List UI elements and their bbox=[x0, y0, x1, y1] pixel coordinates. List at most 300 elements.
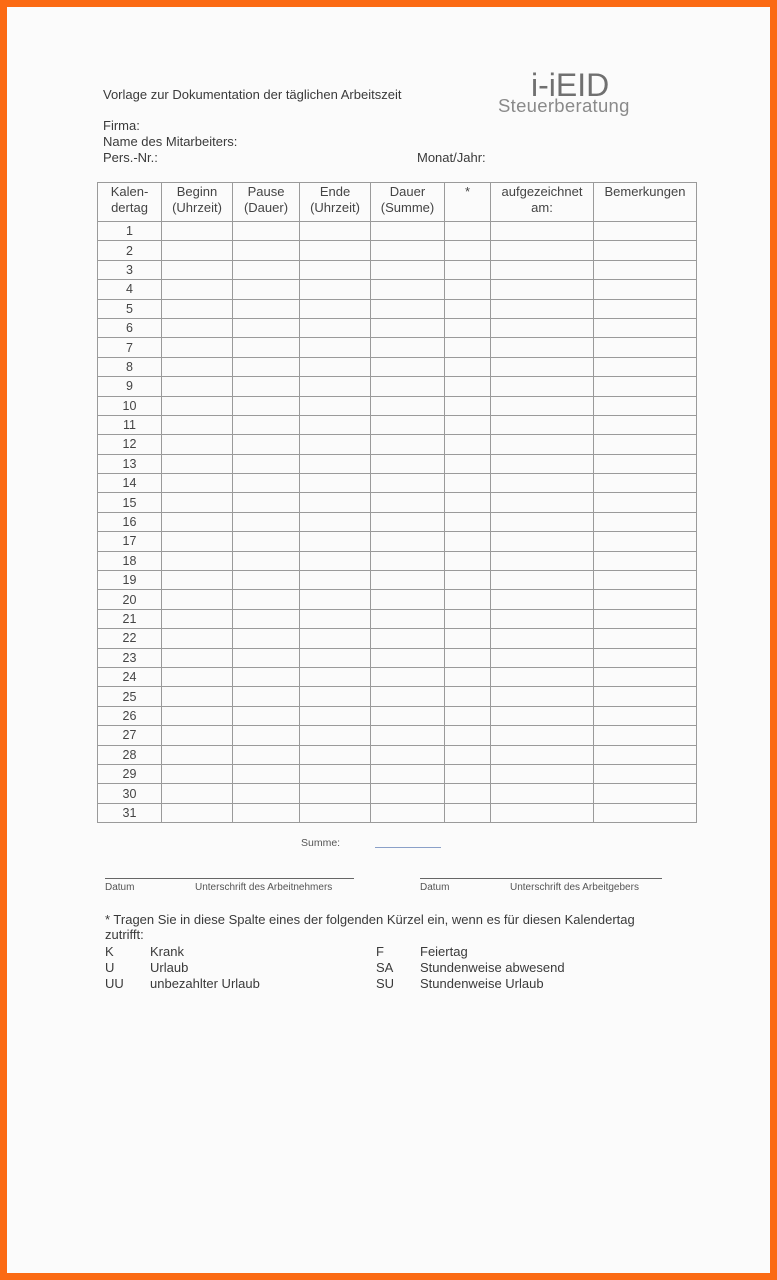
table-row bbox=[98, 318, 697, 337]
entry-cell[interactable] bbox=[371, 551, 445, 570]
document-title: Vorlage zur Dokumentation der täglichen Arbeitszeit bbox=[103, 87, 402, 102]
legend-code: UU bbox=[105, 976, 124, 991]
entry-cell[interactable] bbox=[594, 784, 697, 803]
column-header-line1: Dauer bbox=[389, 184, 426, 199]
entry-cell[interactable] bbox=[445, 260, 491, 279]
entry-cell[interactable] bbox=[371, 687, 445, 706]
column-header-line1: Pause bbox=[247, 184, 285, 199]
day-number-cell: 27 bbox=[98, 726, 162, 745]
entry-cell[interactable] bbox=[233, 532, 300, 551]
entry-cell[interactable] bbox=[491, 512, 594, 531]
signature-line-employer bbox=[420, 878, 662, 879]
entry-cell[interactable] bbox=[491, 280, 594, 299]
entry-cell[interactable] bbox=[594, 687, 697, 706]
entry-cell[interactable] bbox=[300, 706, 371, 725]
entry-cell[interactable] bbox=[445, 551, 491, 570]
entry-cell[interactable] bbox=[491, 571, 594, 590]
entry-cell[interactable] bbox=[445, 338, 491, 357]
table-row bbox=[98, 667, 697, 686]
entry-cell[interactable] bbox=[233, 357, 300, 376]
signature-line-employee bbox=[105, 878, 354, 879]
entry-cell[interactable] bbox=[233, 318, 300, 337]
entry-cell[interactable] bbox=[371, 415, 445, 434]
signature-label-employee: Unterschrift des Arbeitnehmers bbox=[195, 882, 333, 893]
entry-cell[interactable] bbox=[491, 493, 594, 512]
entry-cell[interactable] bbox=[445, 454, 491, 473]
entry-cell[interactable] bbox=[233, 512, 300, 531]
entry-cell[interactable] bbox=[300, 551, 371, 570]
column-header-line1: * bbox=[464, 184, 471, 199]
entry-cell[interactable] bbox=[491, 590, 594, 609]
entry-cell[interactable] bbox=[300, 280, 371, 299]
column-header-4 bbox=[371, 183, 445, 222]
entry-cell[interactable] bbox=[445, 648, 491, 667]
entry-cell[interactable] bbox=[162, 590, 233, 609]
column-header-1 bbox=[162, 183, 233, 222]
day-number-cell: 24 bbox=[98, 667, 162, 686]
entry-cell[interactable] bbox=[233, 803, 300, 822]
legend-label: Stundenweise abwesend bbox=[420, 960, 565, 975]
entry-cell[interactable] bbox=[594, 396, 697, 415]
entry-cell[interactable] bbox=[300, 493, 371, 512]
entry-cell[interactable] bbox=[445, 318, 491, 337]
entry-cell[interactable] bbox=[491, 299, 594, 318]
entry-cell[interactable] bbox=[162, 571, 233, 590]
day-number-cell: 15 bbox=[98, 493, 162, 512]
entry-cell[interactable] bbox=[233, 648, 300, 667]
entry-cell[interactable] bbox=[445, 435, 491, 454]
entry-cell[interactable] bbox=[300, 784, 371, 803]
entry-cell[interactable] bbox=[162, 648, 233, 667]
document-page bbox=[7, 7, 770, 1273]
entry-cell[interactable] bbox=[491, 357, 594, 376]
entry-cell[interactable] bbox=[162, 706, 233, 725]
table-row bbox=[98, 648, 697, 667]
column-header-7 bbox=[594, 183, 697, 222]
entry-cell[interactable] bbox=[445, 629, 491, 648]
entry-cell[interactable] bbox=[491, 338, 594, 357]
entry-cell[interactable] bbox=[300, 726, 371, 745]
entry-cell[interactable] bbox=[233, 745, 300, 764]
entry-cell[interactable] bbox=[445, 609, 491, 628]
entry-cell[interactable] bbox=[371, 280, 445, 299]
entry-cell[interactable] bbox=[162, 474, 233, 493]
entry-cell[interactable] bbox=[233, 415, 300, 434]
day-number-cell: 9 bbox=[98, 377, 162, 396]
entry-cell[interactable] bbox=[233, 241, 300, 260]
entry-cell[interactable] bbox=[233, 222, 300, 241]
entry-cell[interactable] bbox=[371, 745, 445, 764]
entry-cell[interactable] bbox=[233, 280, 300, 299]
table-row bbox=[98, 609, 697, 628]
entry-cell[interactable] bbox=[594, 241, 697, 260]
signature-date-employee: Datum bbox=[105, 882, 135, 893]
entry-cell[interactable] bbox=[445, 745, 491, 764]
entry-cell[interactable] bbox=[445, 396, 491, 415]
entry-cell[interactable] bbox=[300, 764, 371, 783]
entry-cell[interactable] bbox=[162, 629, 233, 648]
entry-cell[interactable] bbox=[300, 318, 371, 337]
entry-cell[interactable] bbox=[594, 357, 697, 376]
entry-cell[interactable] bbox=[594, 415, 697, 434]
entry-cell[interactable] bbox=[371, 764, 445, 783]
entry-cell[interactable] bbox=[371, 396, 445, 415]
entry-cell[interactable] bbox=[162, 357, 233, 376]
entry-cell[interactable] bbox=[162, 745, 233, 764]
footnote-line-1: * Tragen Sie in diese Spalte eines der folgenden Kürzel ein, wenn es für diesen Kalendertag bbox=[105, 912, 635, 927]
entry-cell[interactable] bbox=[233, 260, 300, 279]
entry-cell[interactable] bbox=[300, 667, 371, 686]
entry-cell[interactable] bbox=[162, 493, 233, 512]
entry-cell[interactable] bbox=[300, 299, 371, 318]
entry-cell[interactable] bbox=[445, 803, 491, 822]
entry-cell[interactable] bbox=[491, 435, 594, 454]
entry-cell[interactable] bbox=[371, 629, 445, 648]
entry-cell[interactable] bbox=[445, 280, 491, 299]
entry-cell[interactable] bbox=[162, 726, 233, 745]
entry-cell[interactable] bbox=[491, 803, 594, 822]
entry-cell[interactable] bbox=[445, 532, 491, 551]
entry-cell[interactable] bbox=[162, 377, 233, 396]
summe-line bbox=[375, 847, 441, 848]
day-number-cell: 8 bbox=[98, 357, 162, 376]
entry-cell[interactable] bbox=[300, 415, 371, 434]
entry-cell[interactable] bbox=[594, 222, 697, 241]
entry-cell[interactable] bbox=[300, 222, 371, 241]
entry-cell[interactable] bbox=[445, 726, 491, 745]
entry-cell[interactable] bbox=[491, 454, 594, 473]
entry-cell[interactable] bbox=[300, 648, 371, 667]
entry-cell[interactable] bbox=[162, 318, 233, 337]
entry-cell[interactable] bbox=[371, 222, 445, 241]
day-number-cell: 25 bbox=[98, 687, 162, 706]
table-row bbox=[98, 454, 697, 473]
entry-cell[interactable] bbox=[371, 532, 445, 551]
entry-cell[interactable] bbox=[371, 299, 445, 318]
table-row bbox=[98, 415, 697, 434]
entry-cell[interactable] bbox=[300, 532, 371, 551]
table-row bbox=[98, 377, 697, 396]
entry-cell[interactable] bbox=[491, 377, 594, 396]
entry-cell[interactable] bbox=[162, 435, 233, 454]
entry-cell[interactable] bbox=[162, 532, 233, 551]
table-row bbox=[98, 629, 697, 648]
legend-code: F bbox=[376, 944, 384, 959]
entry-cell[interactable] bbox=[300, 687, 371, 706]
entry-cell[interactable] bbox=[233, 396, 300, 415]
entry-cell[interactable] bbox=[491, 609, 594, 628]
day-number-cell: 23 bbox=[98, 648, 162, 667]
entry-cell[interactable] bbox=[233, 590, 300, 609]
entry-cell[interactable] bbox=[162, 512, 233, 531]
entry-cell[interactable] bbox=[162, 338, 233, 357]
signature-label-employer: Unterschrift des Arbeitgebers bbox=[510, 882, 639, 893]
entry-cell[interactable] bbox=[594, 648, 697, 667]
entry-cell[interactable] bbox=[371, 338, 445, 357]
entry-cell[interactable] bbox=[371, 357, 445, 376]
entry-cell[interactable] bbox=[491, 726, 594, 745]
day-number-cell: 1 bbox=[98, 222, 162, 241]
column-header-line2: am: bbox=[531, 200, 553, 215]
entry-cell[interactable] bbox=[445, 299, 491, 318]
entry-cell[interactable] bbox=[371, 803, 445, 822]
entry-cell[interactable] bbox=[233, 474, 300, 493]
entry-cell[interactable] bbox=[162, 241, 233, 260]
entry-cell[interactable] bbox=[233, 784, 300, 803]
field-monat-jahr: Monat/Jahr: bbox=[417, 150, 486, 165]
entry-cell[interactable] bbox=[300, 241, 371, 260]
entry-cell[interactable] bbox=[445, 667, 491, 686]
entry-cell[interactable] bbox=[371, 590, 445, 609]
entry-cell[interactable] bbox=[371, 512, 445, 531]
entry-cell[interactable] bbox=[491, 629, 594, 648]
entry-cell[interactable] bbox=[594, 609, 697, 628]
entry-cell[interactable] bbox=[233, 377, 300, 396]
table-row bbox=[98, 532, 697, 551]
column-header-line1: Bemerkungen bbox=[604, 184, 686, 199]
entry-cell[interactable] bbox=[162, 784, 233, 803]
entry-cell[interactable] bbox=[445, 512, 491, 531]
entry-cell[interactable] bbox=[594, 260, 697, 279]
entry-cell[interactable] bbox=[162, 609, 233, 628]
column-header-line2: (Uhrzeit) bbox=[172, 200, 222, 215]
day-number-cell: 2 bbox=[98, 241, 162, 260]
entry-cell[interactable] bbox=[491, 222, 594, 241]
day-number-cell: 7 bbox=[98, 338, 162, 357]
table-header-row bbox=[98, 183, 697, 222]
entry-cell[interactable] bbox=[162, 687, 233, 706]
entry-cell[interactable] bbox=[162, 280, 233, 299]
entry-cell[interactable] bbox=[162, 415, 233, 434]
entry-cell[interactable] bbox=[491, 687, 594, 706]
entry-cell[interactable] bbox=[491, 784, 594, 803]
entry-cell[interactable] bbox=[594, 377, 697, 396]
table-row bbox=[98, 551, 697, 570]
entry-cell[interactable] bbox=[300, 260, 371, 279]
entry-cell[interactable] bbox=[233, 493, 300, 512]
entry-cell[interactable] bbox=[162, 222, 233, 241]
entry-cell[interactable] bbox=[300, 474, 371, 493]
day-number-cell: 20 bbox=[98, 590, 162, 609]
table-row bbox=[98, 803, 697, 822]
entry-cell[interactable] bbox=[371, 667, 445, 686]
footnote-line-2: zutrifft: bbox=[105, 927, 144, 942]
entry-cell[interactable] bbox=[594, 318, 697, 337]
entry-cell[interactable] bbox=[594, 590, 697, 609]
day-number-cell: 26 bbox=[98, 706, 162, 725]
legend-label: Krank bbox=[150, 944, 184, 959]
entry-cell[interactable] bbox=[162, 299, 233, 318]
entry-cell[interactable] bbox=[300, 435, 371, 454]
entry-cell[interactable] bbox=[445, 357, 491, 376]
day-number-cell: 17 bbox=[98, 532, 162, 551]
entry-cell[interactable] bbox=[371, 474, 445, 493]
entry-cell[interactable] bbox=[445, 764, 491, 783]
entry-cell[interactable] bbox=[300, 377, 371, 396]
entry-cell[interactable] bbox=[491, 667, 594, 686]
day-number-cell: 11 bbox=[98, 415, 162, 434]
day-number-cell: 4 bbox=[98, 280, 162, 299]
entry-cell[interactable] bbox=[594, 803, 697, 822]
entry-cell[interactable] bbox=[445, 687, 491, 706]
table-row bbox=[98, 357, 697, 376]
entry-cell[interactable] bbox=[233, 764, 300, 783]
day-number-cell: 31 bbox=[98, 803, 162, 822]
entry-cell[interactable] bbox=[594, 474, 697, 493]
entry-cell[interactable] bbox=[162, 803, 233, 822]
entry-cell[interactable] bbox=[445, 784, 491, 803]
entry-cell[interactable] bbox=[162, 667, 233, 686]
table-row bbox=[98, 706, 697, 725]
entry-cell[interactable] bbox=[594, 551, 697, 570]
table-row bbox=[98, 396, 697, 415]
entry-cell[interactable] bbox=[371, 318, 445, 337]
entry-cell[interactable] bbox=[233, 629, 300, 648]
day-number-cell: 19 bbox=[98, 571, 162, 590]
entry-cell[interactable] bbox=[594, 706, 697, 725]
table-row bbox=[98, 571, 697, 590]
column-header-line2: (Summe) bbox=[380, 200, 435, 215]
entry-cell[interactable] bbox=[491, 745, 594, 764]
entry-cell[interactable] bbox=[594, 571, 697, 590]
entry-cell[interactable] bbox=[445, 222, 491, 241]
entry-cell[interactable] bbox=[594, 338, 697, 357]
time-sheet-table bbox=[97, 182, 697, 823]
table-row bbox=[98, 745, 697, 764]
entry-cell[interactable] bbox=[594, 454, 697, 473]
entry-cell[interactable] bbox=[233, 726, 300, 745]
day-number-cell: 28 bbox=[98, 745, 162, 764]
entry-cell[interactable] bbox=[233, 551, 300, 570]
entry-cell[interactable] bbox=[445, 493, 491, 512]
column-header-5 bbox=[445, 183, 491, 222]
entry-cell[interactable] bbox=[300, 745, 371, 764]
entry-cell[interactable] bbox=[300, 571, 371, 590]
entry-cell[interactable] bbox=[445, 415, 491, 434]
legend-label: Urlaub bbox=[150, 960, 189, 975]
entry-cell[interactable] bbox=[371, 571, 445, 590]
entry-cell[interactable] bbox=[594, 764, 697, 783]
entry-cell[interactable] bbox=[300, 338, 371, 357]
entry-cell[interactable] bbox=[371, 493, 445, 512]
legend-code: SA bbox=[376, 960, 394, 975]
day-number-cell: 16 bbox=[98, 512, 162, 531]
legend-code: SU bbox=[376, 976, 395, 991]
day-number-cell: 21 bbox=[98, 609, 162, 628]
entry-cell[interactable] bbox=[233, 435, 300, 454]
entry-cell[interactable] bbox=[300, 803, 371, 822]
entry-cell[interactable] bbox=[233, 687, 300, 706]
entry-cell[interactable] bbox=[594, 726, 697, 745]
entry-cell[interactable] bbox=[371, 609, 445, 628]
entry-cell[interactable] bbox=[445, 241, 491, 260]
column-header-line2: dertag bbox=[111, 200, 148, 215]
table-row bbox=[98, 590, 697, 609]
entry-cell[interactable] bbox=[594, 493, 697, 512]
table-row bbox=[98, 260, 697, 279]
entry-cell[interactable] bbox=[371, 706, 445, 725]
table-row bbox=[98, 726, 697, 745]
entry-cell[interactable] bbox=[300, 512, 371, 531]
column-header-0 bbox=[98, 183, 162, 222]
entry-cell[interactable] bbox=[594, 299, 697, 318]
entry-cell[interactable] bbox=[371, 241, 445, 260]
entry-cell[interactable] bbox=[300, 396, 371, 415]
entry-cell[interactable] bbox=[233, 667, 300, 686]
entry-cell[interactable] bbox=[233, 299, 300, 318]
day-number-cell: 13 bbox=[98, 454, 162, 473]
entry-cell[interactable] bbox=[491, 551, 594, 570]
table-row bbox=[98, 493, 697, 512]
entry-cell[interactable] bbox=[491, 396, 594, 415]
entry-cell[interactable] bbox=[371, 784, 445, 803]
entry-cell[interactable] bbox=[445, 377, 491, 396]
entry-cell[interactable] bbox=[233, 338, 300, 357]
entry-cell[interactable] bbox=[162, 260, 233, 279]
table-row bbox=[98, 299, 697, 318]
entry-cell[interactable] bbox=[371, 260, 445, 279]
entry-cell[interactable] bbox=[594, 280, 697, 299]
table-row bbox=[98, 280, 697, 299]
column-header-line2: (Uhrzeit) bbox=[310, 200, 360, 215]
entry-cell[interactable] bbox=[162, 454, 233, 473]
entry-cell[interactable] bbox=[233, 706, 300, 725]
entry-cell[interactable] bbox=[162, 396, 233, 415]
entry-cell[interactable] bbox=[491, 241, 594, 260]
entry-cell[interactable] bbox=[233, 571, 300, 590]
entry-cell[interactable] bbox=[300, 609, 371, 628]
entry-cell[interactable] bbox=[300, 629, 371, 648]
entry-cell[interactable] bbox=[594, 667, 697, 686]
entry-cell[interactable] bbox=[445, 706, 491, 725]
entry-cell[interactable] bbox=[491, 706, 594, 725]
entry-cell[interactable] bbox=[594, 745, 697, 764]
entry-cell[interactable] bbox=[491, 415, 594, 434]
entry-cell[interactable] bbox=[594, 435, 697, 454]
entry-cell[interactable] bbox=[300, 357, 371, 376]
entry-cell[interactable] bbox=[491, 260, 594, 279]
entry-cell[interactable] bbox=[371, 726, 445, 745]
summe-label: Summe: bbox=[301, 837, 341, 849]
entry-cell[interactable] bbox=[445, 571, 491, 590]
entry-cell[interactable] bbox=[491, 532, 594, 551]
company-logo-mark: i-iEID bbox=[531, 67, 610, 103]
entry-cell[interactable] bbox=[371, 648, 445, 667]
entry-cell[interactable] bbox=[491, 764, 594, 783]
entry-cell[interactable] bbox=[162, 551, 233, 570]
day-number-cell: 6 bbox=[98, 318, 162, 337]
entry-cell[interactable] bbox=[594, 629, 697, 648]
entry-cell[interactable] bbox=[233, 609, 300, 628]
entry-cell[interactable] bbox=[371, 435, 445, 454]
entry-cell[interactable] bbox=[491, 318, 594, 337]
table-row bbox=[98, 338, 697, 357]
entry-cell[interactable] bbox=[594, 512, 697, 531]
entry-cell[interactable] bbox=[162, 764, 233, 783]
entry-cell[interactable] bbox=[445, 474, 491, 493]
day-number-cell: 29 bbox=[98, 764, 162, 783]
entry-cell[interactable] bbox=[491, 474, 594, 493]
entry-cell[interactable] bbox=[371, 377, 445, 396]
entry-cell[interactable] bbox=[445, 590, 491, 609]
entry-cell[interactable] bbox=[300, 590, 371, 609]
entry-cell[interactable] bbox=[371, 454, 445, 473]
entry-cell[interactable] bbox=[594, 532, 697, 551]
entry-cell[interactable] bbox=[233, 454, 300, 473]
entry-cell[interactable] bbox=[491, 648, 594, 667]
table-row bbox=[98, 764, 697, 783]
entry-cell[interactable] bbox=[300, 454, 371, 473]
